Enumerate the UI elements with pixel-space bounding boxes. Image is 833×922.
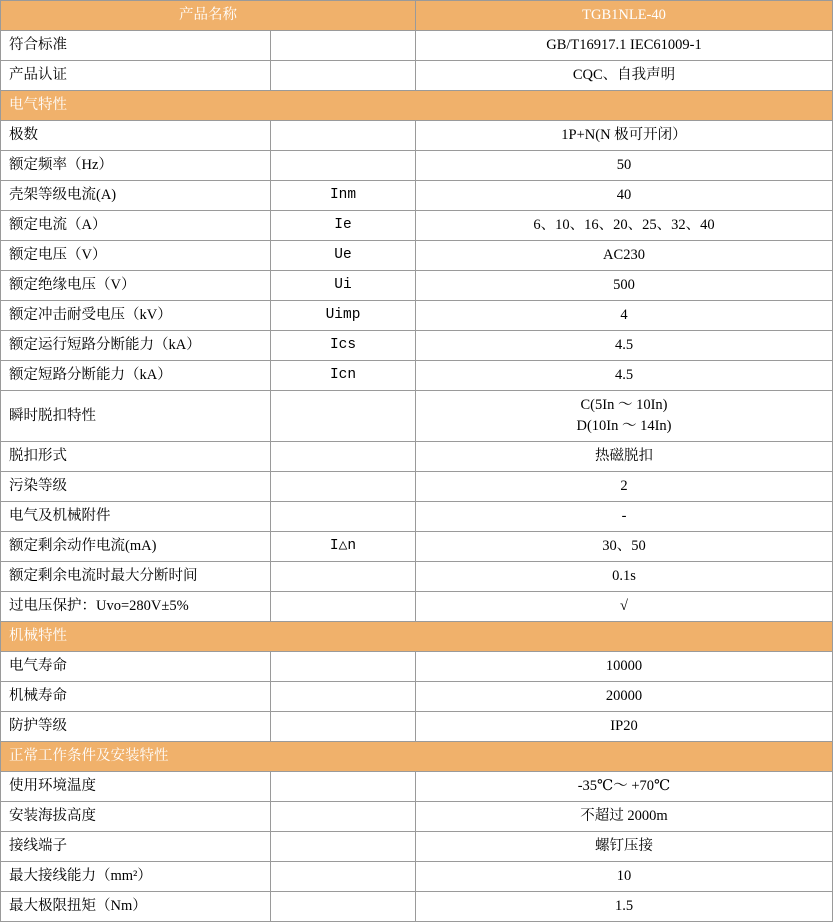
table-row [1,592,833,622]
row-parameter-value: 2 [416,472,833,502]
row-parameter-name: 额定电流（A） [1,211,271,241]
row-parameter-name: 防护等级 [1,712,271,742]
table-row [1,241,833,271]
table-row [1,361,833,391]
row-parameter-value: 20000 [416,682,833,712]
row-parameter-name: 额定剩余电流时最大分断时间 [1,562,271,592]
row-parameter-name: 额定短路分断能力（kA） [1,361,271,391]
row-parameter-name: 最大接线能力（mm²） [1,862,271,892]
row-parameter-name: 极数 [1,121,271,151]
row-parameter-symbol [271,712,416,742]
section-title: 正常工作条件及安装特性 [1,742,833,772]
row-parameter-symbol [271,802,416,832]
row-parameter-value: CQC、自我声明 [416,61,833,91]
table-row [1,151,833,181]
table-row [1,61,833,91]
row-parameter-name: 瞬时脱扣特性 [1,391,271,442]
row-parameter-symbol [271,832,416,862]
row-parameter-symbol [271,472,416,502]
row-parameter-name: 壳架等级电流(A) [1,181,271,211]
row-parameter-symbol [271,892,416,922]
row-parameter-value: 6、10、16、20、25、32、40 [416,211,833,241]
row-value-line-2: D(10In ～ 14In) [576,418,672,435]
row-parameter-symbol [271,502,416,532]
row-parameter-name: 额定冲击耐受电压（kV） [1,301,271,331]
row-parameter-symbol [271,31,416,61]
table-row [1,31,833,61]
row-value-line-1: C(5In ～ 10In) [580,397,668,414]
table-row [1,562,833,592]
table-row [1,832,833,862]
row-parameter-value: GB/T16917.1 IEC61009-1 [416,31,833,61]
table-row [1,181,833,211]
table-row [1,532,833,562]
section-header-row [1,622,833,652]
row-parameter-symbol [271,61,416,91]
row-parameter-value: - [416,502,833,532]
section-header-row [1,91,833,121]
table-row [1,121,833,151]
row-parameter-value: 10 [416,862,833,892]
row-parameter-name: 最大极限扭矩（Nm） [1,892,271,922]
header-product-name: 产品名称 [1,1,416,31]
row-parameter-name: 脱扣形式 [1,442,271,472]
table-row [1,862,833,892]
row-parameter-name: 电气寿命 [1,652,271,682]
row-parameter-value: 热磁脱扣 [416,442,833,472]
table-row [1,301,833,331]
table-row [1,442,833,472]
row-parameter-value [416,391,833,442]
row-parameter-name: 额定电压（V） [1,241,271,271]
row-parameter-name: 机械寿命 [1,682,271,712]
row-parameter-symbol: Ie [271,211,416,241]
row-parameter-value: 1.5 [416,892,833,922]
row-parameter-value: IP20 [416,712,833,742]
row-parameter-symbol: Ui [271,271,416,301]
table-row [1,472,833,502]
row-parameter-name: 符合标准 [1,31,271,61]
row-parameter-symbol [271,652,416,682]
row-parameter-value: 螺钉压接 [416,832,833,862]
table-row [1,211,833,241]
row-parameter-value: √ [416,592,833,622]
row-parameter-value: 10000 [416,652,833,682]
row-parameter-symbol [271,562,416,592]
table-row [1,892,833,922]
row-parameter-name: 过电压保护：Uvo=280V±5% [1,592,271,622]
table-row [1,712,833,742]
row-parameter-name: 污染等级 [1,472,271,502]
row-parameter-symbol: I△n [271,532,416,562]
row-parameter-value: 1P+N(N 极可开闭） [416,121,833,151]
row-parameter-symbol: Icn [271,361,416,391]
table-row [1,802,833,832]
row-parameter-symbol [271,391,416,442]
row-parameter-symbol: Uimp [271,301,416,331]
row-parameter-value: 500 [416,271,833,301]
row-parameter-name: 额定频率（Hz） [1,151,271,181]
row-parameter-symbol [271,151,416,181]
table-row [1,682,833,712]
table-row [1,391,833,442]
section-title: 电气特性 [1,91,833,121]
row-parameter-symbol: Ics [271,331,416,361]
header-product-model: TGB1NLE-40 [416,1,833,31]
row-parameter-symbol [271,862,416,892]
table-row [1,271,833,301]
row-parameter-value: 4.5 [416,361,833,391]
section-title: 机械特性 [1,622,833,652]
row-parameter-name: 额定剩余动作电流(mA) [1,532,271,562]
row-parameter-value: 40 [416,181,833,211]
row-parameter-symbol: Inm [271,181,416,211]
row-parameter-name: 额定运行短路分断能力（kA） [1,331,271,361]
table-row [1,502,833,532]
table-header-row [1,1,833,31]
table-row [1,331,833,361]
row-parameter-name: 使用环境温度 [1,772,271,802]
row-parameter-name: 产品认证 [1,61,271,91]
row-parameter-symbol [271,121,416,151]
row-parameter-symbol [271,682,416,712]
row-parameter-value: 30、50 [416,532,833,562]
row-parameter-value: 0.1s [416,562,833,592]
row-parameter-value: -35℃～ +70℃ [416,772,833,802]
row-parameter-value: 4 [416,301,833,331]
row-parameter-symbol: Ue [271,241,416,271]
table-row [1,652,833,682]
spec-table-body [1,1,833,922]
row-parameter-name: 接线端子 [1,832,271,862]
row-parameter-value: 50 [416,151,833,181]
row-parameter-value: 4.5 [416,331,833,361]
row-parameter-name: 安装海拔高度 [1,802,271,832]
row-parameter-symbol [271,592,416,622]
row-parameter-name: 电气及机械附件 [1,502,271,532]
row-parameter-value: AC230 [416,241,833,271]
row-parameter-symbol [271,442,416,472]
section-header-row [1,742,833,772]
row-parameter-name: 额定绝缘电压（V） [1,271,271,301]
row-parameter-value: 不超过 2000m [416,802,833,832]
